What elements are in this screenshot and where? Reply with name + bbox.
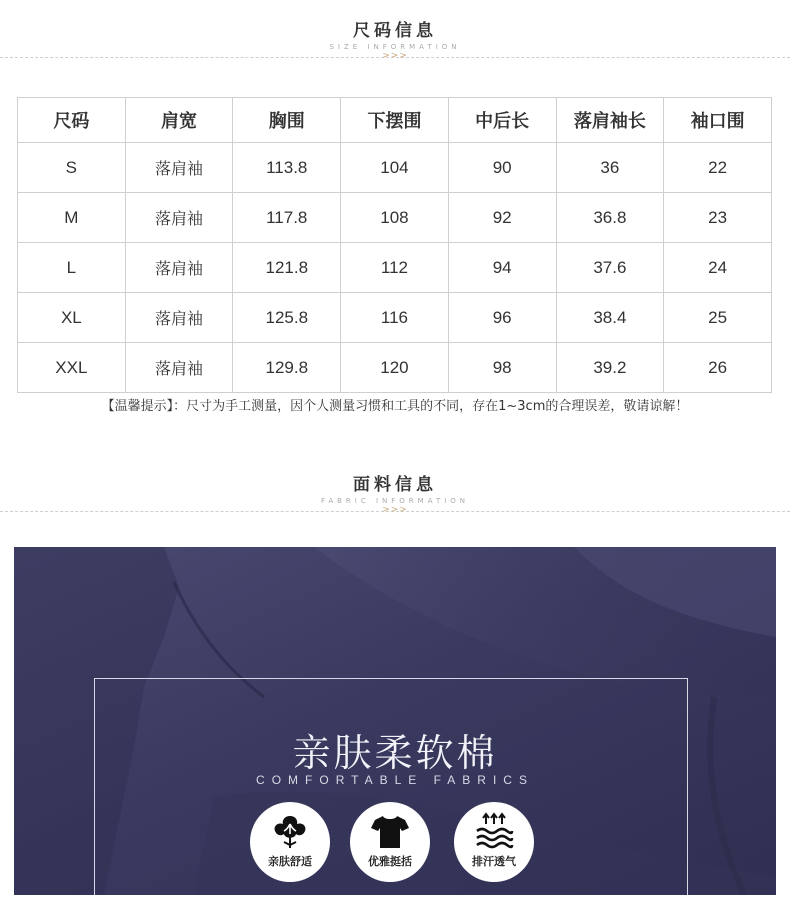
header-length: 中后长 <box>448 98 556 143</box>
table-cell: 落肩袖 <box>125 193 233 243</box>
table-cell: XL <box>18 293 126 343</box>
table-cell: 落肩袖 <box>125 293 233 343</box>
table-cell: 92 <box>448 193 556 243</box>
table-cell: 104 <box>341 143 449 193</box>
fabric-subtitle: COMFORTABLE FABRICS <box>256 773 534 787</box>
table-cell: 24 <box>664 243 772 293</box>
table-cell: 25 <box>664 293 772 343</box>
table-cell: 113.8 <box>233 143 341 193</box>
table-cell: XXL <box>18 343 126 393</box>
table-cell: 96 <box>448 293 556 343</box>
table-cell: 94 <box>448 243 556 293</box>
table-cell: 125.8 <box>233 293 341 343</box>
fabric-info-subtitle: FABRIC INFORMATION <box>320 497 470 505</box>
header-hem: 下摆围 <box>341 98 449 143</box>
table-cell: 37.6 <box>556 243 664 293</box>
cotton-icon <box>270 812 310 850</box>
table-cell: 38.4 <box>556 293 664 343</box>
table-cell: 117.8 <box>233 193 341 243</box>
header-shoulder: 肩宽 <box>125 98 233 143</box>
table-cell: 36.8 <box>556 193 664 243</box>
tshirt-icon <box>370 812 410 850</box>
feature-skin-friendly <box>250 802 330 882</box>
table-cell: 120 <box>341 343 449 393</box>
arrows-decoration: >>> <box>382 51 408 61</box>
table-cell: 36 <box>556 143 664 193</box>
header-sleeve: 落肩袖长 <box>556 98 664 143</box>
table-cell: 落肩袖 <box>125 143 233 193</box>
table-row <box>18 193 772 243</box>
table-cell: 116 <box>341 293 449 343</box>
table-cell: L <box>18 243 126 293</box>
table-cell: 落肩袖 <box>125 343 233 393</box>
table-cell: 108 <box>341 193 449 243</box>
table-row <box>18 343 772 393</box>
fabric-banner <box>14 547 776 895</box>
feature-label: 排汗透气 <box>472 855 516 868</box>
breathable-icon <box>474 812 514 850</box>
table-cell: 129.8 <box>233 343 341 393</box>
header-cuff: 袖口围 <box>664 98 772 143</box>
feature-elegant <box>350 802 430 882</box>
table-row <box>18 143 772 193</box>
size-info-header <box>0 16 790 51</box>
size-info-subtitle: SIZE INFORMATION <box>329 43 461 51</box>
table-cell: 23 <box>664 193 772 243</box>
table-cell: 90 <box>448 143 556 193</box>
table-cell: 112 <box>341 243 449 293</box>
table-cell: 39.2 <box>556 343 664 393</box>
measurement-tip: 【温馨提示】：尺寸为手工测量，因个人测量习惯和工具的不同，存在1~3cm的合理误差，敬请谅解！ <box>101 399 689 414</box>
feature-breathable <box>454 802 534 882</box>
arrows-decoration: >>> <box>382 505 408 515</box>
size-table <box>17 97 772 393</box>
table-cell: 121.8 <box>233 243 341 293</box>
table-cell: 26 <box>664 343 772 393</box>
fabric-info-title: 面料信息 <box>353 475 437 495</box>
header-chest: 胸围 <box>233 98 341 143</box>
table-cell: 98 <box>448 343 556 393</box>
table-row <box>18 243 772 293</box>
table-cell: 22 <box>664 143 772 193</box>
table-row <box>18 293 772 343</box>
table-cell: M <box>18 193 126 243</box>
fabric-title: 亲肤柔软棉 <box>292 731 498 775</box>
feature-label: 亲肤舒适 <box>268 855 312 868</box>
table-header-row <box>18 98 772 143</box>
fabric-info-header <box>0 470 790 505</box>
header-size: 尺码 <box>18 98 126 143</box>
feature-label: 优雅挺括 <box>368 855 412 868</box>
size-info-title: 尺码信息 <box>353 21 437 41</box>
table-cell: 落肩袖 <box>125 243 233 293</box>
table-cell: S <box>18 143 126 193</box>
